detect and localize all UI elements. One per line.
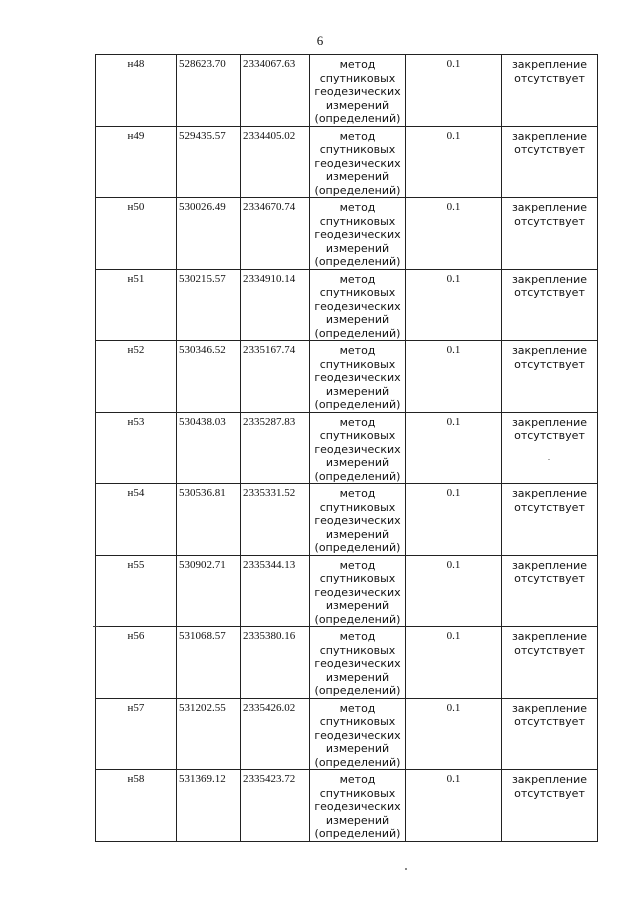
method-line: метод xyxy=(339,129,376,143)
method-line: метод xyxy=(339,272,376,286)
method-line: измерений xyxy=(325,813,390,827)
point-id-cell: н50 xyxy=(96,198,177,270)
method-line: измерений xyxy=(325,670,390,684)
method-line: геодезических xyxy=(314,800,401,813)
method-line: метод xyxy=(339,487,376,500)
marking-line: закрепление xyxy=(511,272,588,286)
x-coordinate-cell: 531202.55 xyxy=(177,698,241,770)
marking-cell xyxy=(502,698,598,770)
marking-line: закрепление xyxy=(511,415,588,429)
point-id-cell: н56 xyxy=(96,627,177,699)
method-line: спутниковых xyxy=(319,357,396,371)
accuracy-cell: 0.1 xyxy=(406,627,502,699)
table-row xyxy=(96,269,598,341)
table-row xyxy=(96,770,598,842)
marking-line: отсутствует xyxy=(514,500,585,514)
x-coordinate-cell: 530026.49 xyxy=(177,198,241,270)
method-line: метод xyxy=(339,630,376,643)
method-cell xyxy=(310,770,406,842)
method-line: геодезических xyxy=(314,585,401,599)
method-line: (определений) xyxy=(314,112,401,125)
method-line: (определений) xyxy=(314,469,401,483)
y-coordinate-cell: 2334067.63 xyxy=(241,55,310,127)
method-line: измерений xyxy=(325,527,390,541)
marking-line: закрепление xyxy=(511,773,588,786)
method-line: измерений xyxy=(325,384,390,398)
marking-cell xyxy=(502,198,598,270)
method-line: измерений xyxy=(325,170,390,183)
point-id-cell: н57 xyxy=(96,698,177,770)
marking-line: закрепление xyxy=(511,558,588,572)
marking-line: отсутствует xyxy=(514,71,585,85)
method-cell xyxy=(310,627,406,699)
y-coordinate-cell: 2335380.16 xyxy=(241,627,310,699)
method-line: измерений xyxy=(325,599,390,612)
scan-speck xyxy=(548,459,550,460)
method-line: геодезических xyxy=(314,514,401,527)
marking-cell xyxy=(502,484,598,556)
marking-line: закрепление xyxy=(511,630,588,643)
x-coordinate-cell: 529435.57 xyxy=(177,126,241,198)
marking-line: отсутствует xyxy=(514,143,585,156)
method-cell xyxy=(310,126,406,198)
marking-cell xyxy=(502,341,598,413)
x-coordinate-cell: 530215.57 xyxy=(177,269,241,341)
point-id-cell: н54 xyxy=(96,484,177,556)
marking-line: отсутствует xyxy=(514,286,585,299)
method-line: метод xyxy=(339,701,376,715)
table-row xyxy=(96,412,598,484)
x-coordinate-cell: 530346.52 xyxy=(177,341,241,413)
marking-line: отсутствует xyxy=(514,357,585,371)
method-line: (определений) xyxy=(314,255,401,268)
method-line: метод xyxy=(339,58,376,71)
accuracy-cell: 0.1 xyxy=(406,55,502,127)
method-line: спутниковых xyxy=(319,71,396,85)
marking-line: закрепление xyxy=(511,201,588,214)
method-line: измерений xyxy=(325,456,390,469)
method-line: (определений) xyxy=(314,541,401,554)
accuracy-cell: 0.1 xyxy=(406,698,502,770)
x-coordinate-cell: 530902.71 xyxy=(177,555,241,627)
method-line: спутниковых xyxy=(319,572,396,585)
table-row xyxy=(96,555,598,627)
marking-cell xyxy=(502,412,598,484)
y-coordinate-cell: 2334670.74 xyxy=(241,198,310,270)
method-line: (определений) xyxy=(314,183,401,197)
method-line: спутниковых xyxy=(319,500,396,514)
method-cell xyxy=(310,698,406,770)
y-coordinate-cell: 2335344.13 xyxy=(241,555,310,627)
accuracy-cell: 0.1 xyxy=(406,412,502,484)
y-coordinate-cell: 2334910.14 xyxy=(241,269,310,341)
table-row xyxy=(96,126,598,198)
method-line: измерений xyxy=(325,98,390,112)
page-number: 6 xyxy=(316,33,324,48)
marking-line: отсутствует xyxy=(514,214,585,228)
x-coordinate-cell: 530536.81 xyxy=(177,484,241,556)
y-coordinate-cell: 2335331.52 xyxy=(241,484,310,556)
x-coordinate-cell: 531369.12 xyxy=(177,770,241,842)
margin-tick xyxy=(93,626,99,627)
point-id-cell: н48 xyxy=(96,55,177,127)
accuracy-cell: 0.1 xyxy=(406,484,502,556)
method-line: геодезических xyxy=(314,728,401,742)
marking-cell xyxy=(502,55,598,127)
method-cell xyxy=(310,484,406,556)
method-line: геодезических xyxy=(314,657,401,670)
method-line: спутниковых xyxy=(319,286,396,299)
point-id-cell: н51 xyxy=(96,269,177,341)
method-cell xyxy=(310,55,406,127)
method-line: измерений xyxy=(325,241,390,255)
x-coordinate-cell: 528623.70 xyxy=(177,55,241,127)
method-line: (определений) xyxy=(314,326,401,340)
marking-line: закрепление xyxy=(511,129,588,143)
point-id-cell: н52 xyxy=(96,341,177,413)
marking-cell xyxy=(502,269,598,341)
method-line: геодезических xyxy=(314,85,401,98)
point-id-cell: н53 xyxy=(96,412,177,484)
y-coordinate-cell: 2335287.83 xyxy=(241,412,310,484)
table-row xyxy=(96,627,598,699)
method-line: геодезических xyxy=(314,442,401,456)
marking-cell xyxy=(502,627,598,699)
marking-line: закрепление xyxy=(511,701,588,715)
method-cell xyxy=(310,555,406,627)
method-line: (определений) xyxy=(314,612,401,626)
point-id-cell: н49 xyxy=(96,126,177,198)
x-coordinate-cell: 530438.03 xyxy=(177,412,241,484)
method-line: (определений) xyxy=(314,398,401,411)
accuracy-cell: 0.1 xyxy=(406,126,502,198)
y-coordinate-cell: 2335167.74 xyxy=(241,341,310,413)
accuracy-cell: 0.1 xyxy=(406,198,502,270)
marking-line: отсутствует xyxy=(514,786,585,800)
method-line: метод xyxy=(339,201,376,214)
method-line: измерений xyxy=(325,742,390,755)
marking-line: отсутствует xyxy=(514,429,585,442)
marking-line: отсутствует xyxy=(514,715,585,728)
table-row xyxy=(96,698,598,770)
method-line: (определений) xyxy=(314,684,401,697)
point-id-cell: н55 xyxy=(96,555,177,627)
method-line: спутниковых xyxy=(319,429,396,442)
accuracy-cell: 0.1 xyxy=(406,770,502,842)
marking-line: отсутствует xyxy=(514,643,585,657)
method-line: метод xyxy=(339,773,376,786)
marking-cell xyxy=(502,770,598,842)
method-line: измерений xyxy=(325,313,390,326)
y-coordinate-cell: 2335423.72 xyxy=(241,770,310,842)
method-line: спутниковых xyxy=(319,214,396,228)
method-line: спутниковых xyxy=(319,643,396,657)
table-row xyxy=(96,484,598,556)
method-line: метод xyxy=(339,558,376,572)
scan-speck xyxy=(405,868,407,870)
method-line: геодезических xyxy=(314,228,401,241)
marking-line: отсутствует xyxy=(514,572,585,585)
method-line: метод xyxy=(339,344,376,357)
method-line: (определений) xyxy=(314,827,401,840)
table-row xyxy=(96,341,598,413)
method-line: геодезических xyxy=(314,299,401,313)
method-cell xyxy=(310,341,406,413)
marking-cell xyxy=(502,126,598,198)
accuracy-cell: 0.1 xyxy=(406,341,502,413)
marking-line: закрепление xyxy=(511,58,588,71)
marking-line: закрепление xyxy=(511,487,588,500)
point-id-cell: н58 xyxy=(96,770,177,842)
marking-line: закрепление xyxy=(511,344,588,357)
accuracy-cell: 0.1 xyxy=(406,555,502,627)
method-line: (определений) xyxy=(314,755,401,769)
method-line: метод xyxy=(339,415,376,429)
x-coordinate-cell: 531068.57 xyxy=(177,627,241,699)
y-coordinate-cell: 2334405.02 xyxy=(241,126,310,198)
accuracy-cell: 0.1 xyxy=(406,269,502,341)
method-cell xyxy=(310,198,406,270)
method-line: спутниковых xyxy=(319,715,396,728)
method-cell xyxy=(310,269,406,341)
y-coordinate-cell: 2335426.02 xyxy=(241,698,310,770)
method-line: спутниковых xyxy=(319,786,396,800)
table-row xyxy=(96,198,598,270)
coordinates-table xyxy=(95,54,598,842)
method-line: спутниковых xyxy=(319,143,396,156)
method-cell xyxy=(310,412,406,484)
method-line: геодезических xyxy=(314,156,401,170)
table-row xyxy=(96,55,598,127)
marking-cell xyxy=(502,555,598,627)
method-line: геодезических xyxy=(314,371,401,384)
table-body xyxy=(96,55,598,842)
